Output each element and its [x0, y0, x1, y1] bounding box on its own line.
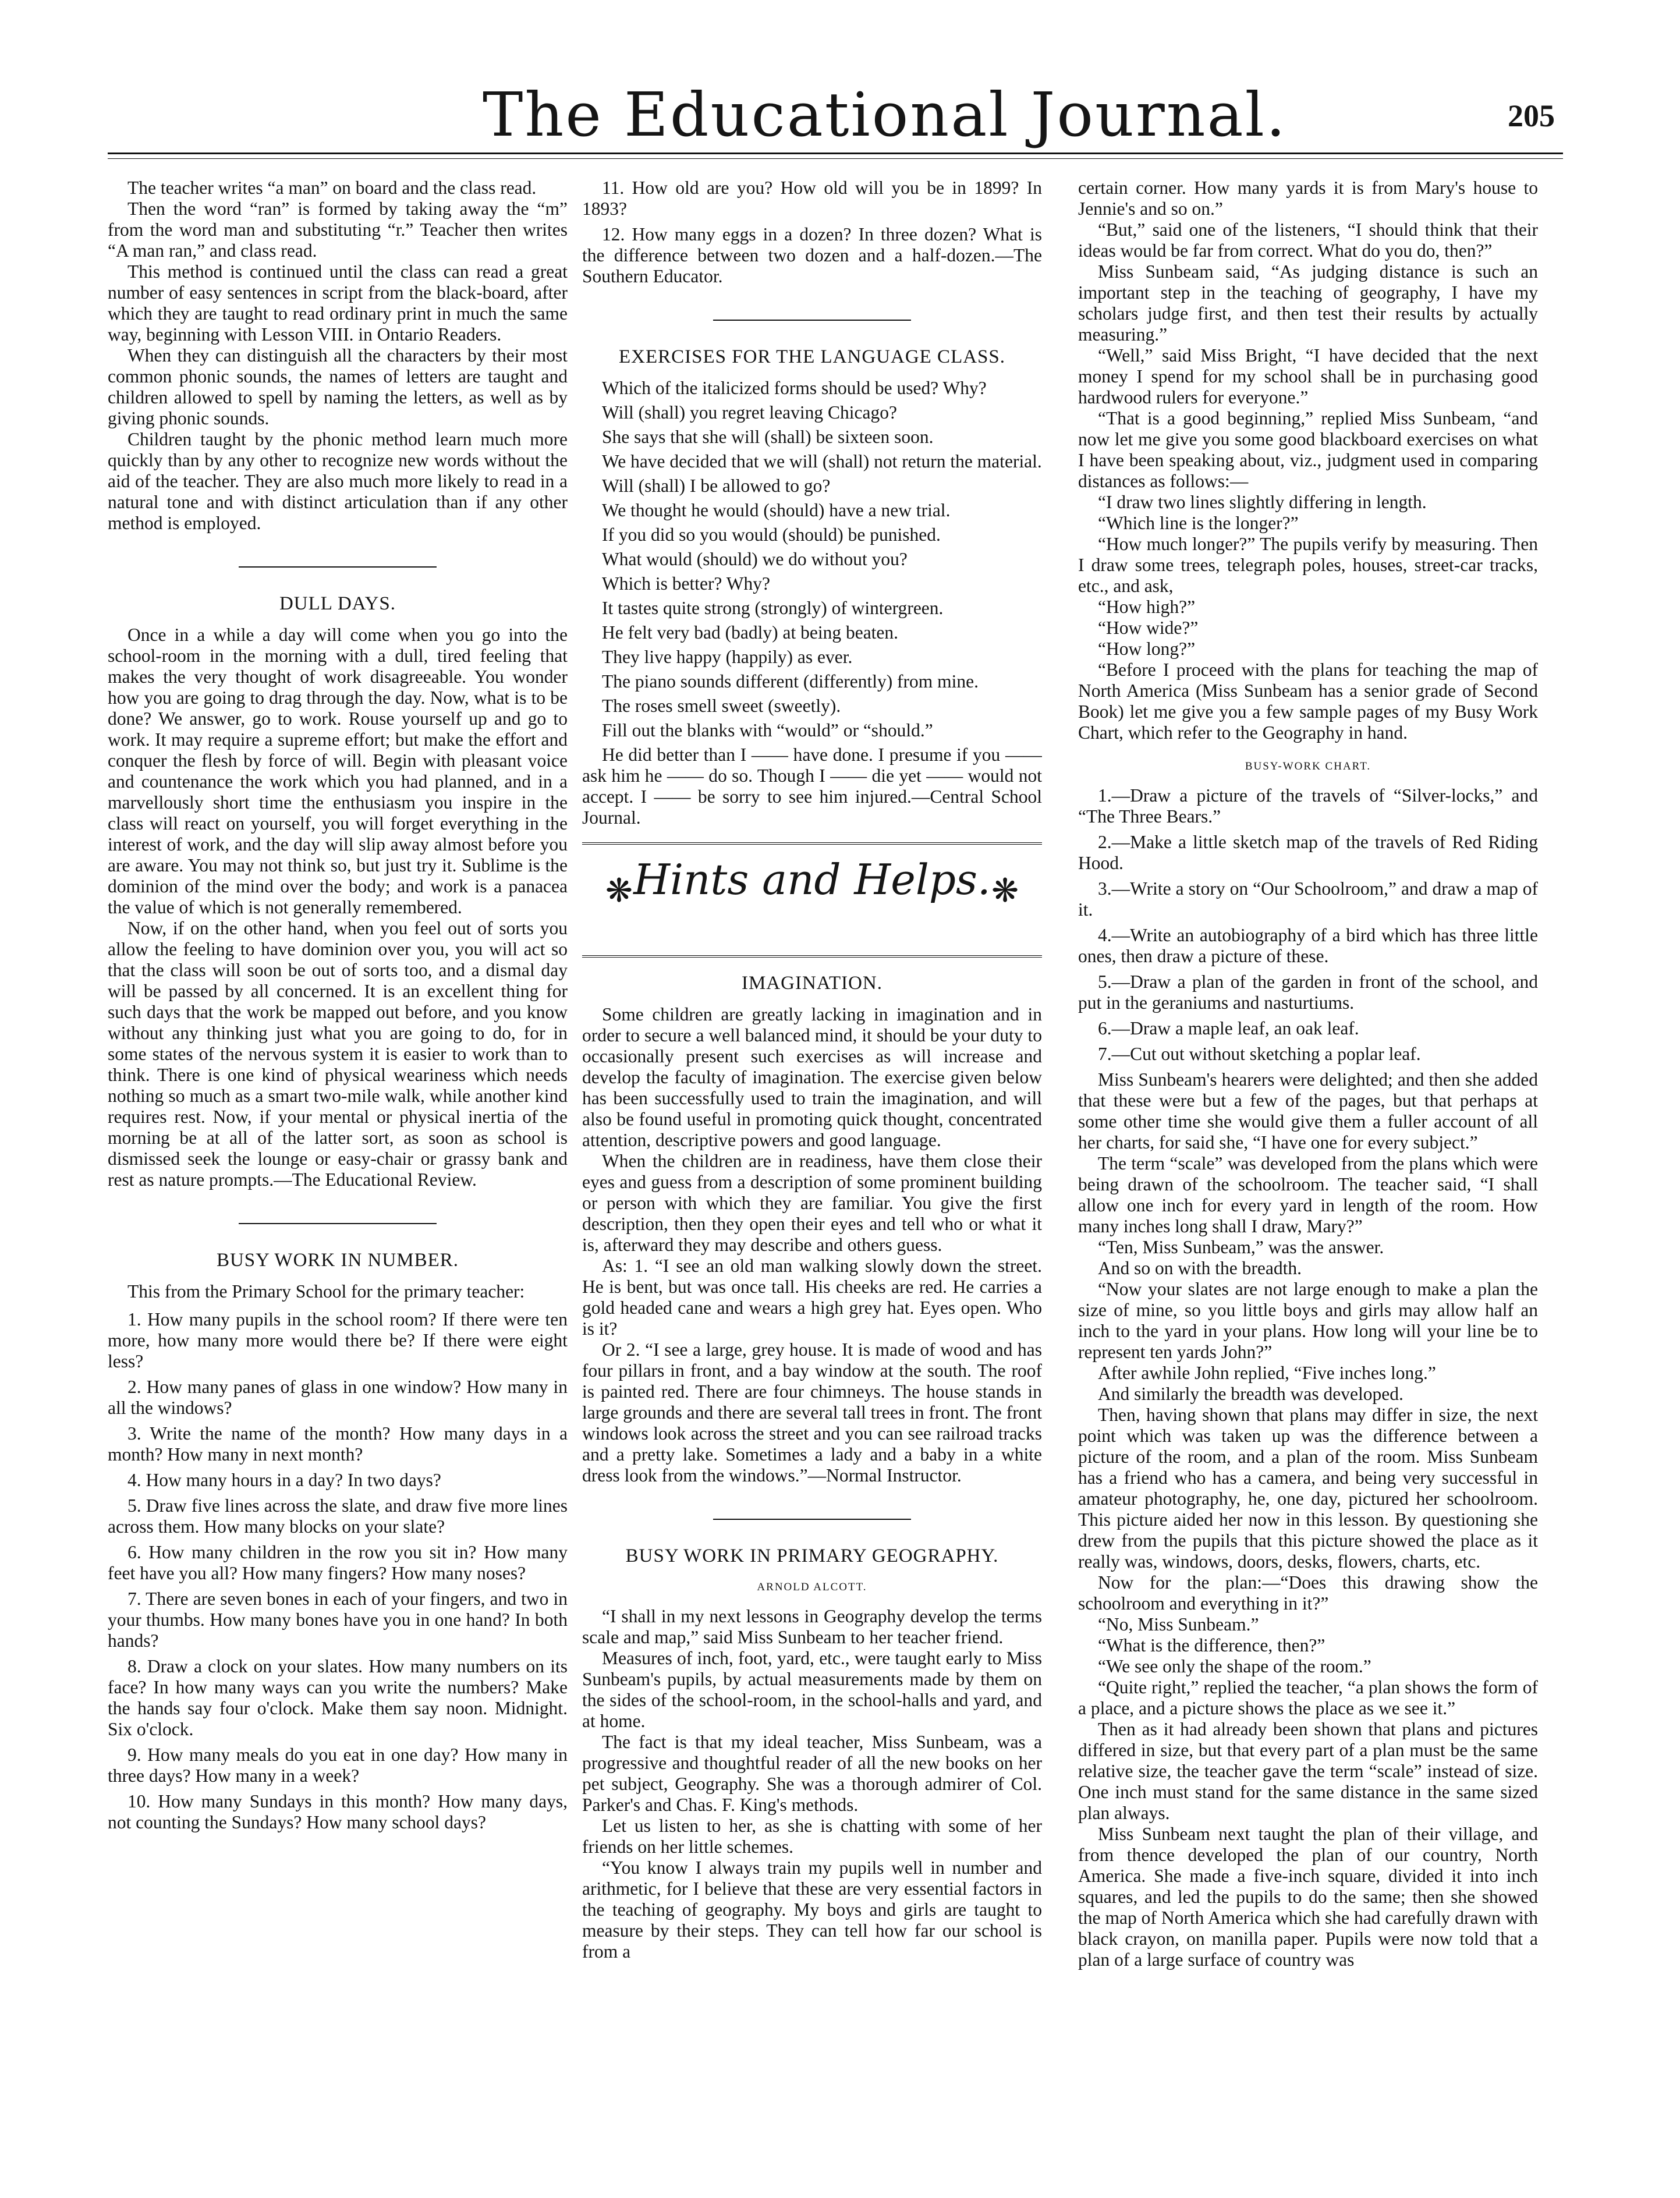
- paragraph: “I shall in my next lessons in Geography develop the terms scale and map,” said Miss Sunbeam to her teacher friend.: [582, 1606, 1042, 1647]
- list-item: 2. How many panes of glass in one window? How many in all the windows?: [108, 1377, 568, 1418]
- paragraph: Miss Sunbeam said, “As judging distance is such an important step in the teaching of geography, I have my scholars judge first, and then test their results by actually measuring.”: [1078, 261, 1538, 345]
- section-divider: [713, 320, 911, 321]
- exercise-line: The roses smell sweet (sweetly).: [602, 696, 841, 716]
- paragraph: Then, having shown that plans may differ in size, the next point which was taken up was the difference between a picture of the room, and a plan of the room. Miss Sunbeam has a friend who has a camera, and being very successful in amateur photography, he, one day, pictured her schoolroom. This picture aided her now in this lesson. By questioning she drew from the pupils that this picture showed the place as it really was, windows, doors, desks, flowers, charts, etc.: [1078, 1405, 1538, 1572]
- paragraph: And similarly the breadth was developed.: [1098, 1384, 1403, 1404]
- paragraph: This method is continued until the class can read a great number of easy sentences in script from the black-board, after which they are taught to read ordinary print in much the same way, beginning with Lesson VIII. in Ontario Readers.: [108, 261, 568, 345]
- list-item: 6.—Draw a maple leaf, an oak leaf.: [1098, 1018, 1359, 1038]
- list-item: 11. How old are you? How old will you be in 1899? In 1893?: [582, 178, 1042, 219]
- section-title-busy-number: BUSY WORK IN NUMBER.: [216, 1250, 459, 1271]
- list-item: 10. How many Sundays in this month? How many days, not counting the Sundays? How many school days?: [108, 1791, 568, 1832]
- exercise-line: They live happy (happily) as ever.: [602, 647, 853, 667]
- paragraph: Or 2. “I see a large, grey house. It is made of wood and has four pillars in front, and a bay window at the south. The roof is painted red. There are four chimneys. The house stands in large grounds and there are several tall trees in front. The front windows look across the street and you can see railroad tracks and a pretty lake. Sometimes a lady and a baby in a white dress look from the windows.”—Normal Instructor.: [582, 1339, 1042, 1486]
- header-rule-thin: [108, 158, 1563, 159]
- header-rule: [108, 153, 1563, 154]
- exercise-line: Will (shall) you regret leaving Chicago?: [602, 402, 897, 423]
- paragraph: When the children are in readiness, have them close their eyes and guess from a description of some prominent building or person with which they are familiar. You give the first description, then they open their eyes and tell who or what it is, afterward they may describe and others guess.: [582, 1151, 1042, 1255]
- list-item: 4. How many hours in a day? In two days?: [127, 1470, 441, 1490]
- exercise-line: Which of the italicized forms should be used? Why?: [602, 378, 987, 398]
- paragraph: This from the Primary School for the primary teacher:: [127, 1281, 525, 1302]
- list-item: 8. Draw a clock on your slates. How many numbers on its face? In how many ways can you write the numbers? Make the hands say four o'clock. Make them say noon. Midnight. Six o'clock.: [108, 1656, 568, 1739]
- column-right: [1078, 178, 1538, 2180]
- paragraph: “Before I proceed with the plans for teaching the map of North America (Miss Sunbeam has a senior grade of Second Book) let me give you a few sample pages of my Busy Work Chart, which refer to the Geography in hand.: [1078, 660, 1538, 743]
- paragraph: Children taught by the phonic method learn much more quickly than by any other to recognize new words without the aid of the teacher. They are also much more likely to read in a natural tone and with distinct articulation than if any other method is employed.: [108, 429, 568, 533]
- list-item: 1.—Draw a picture of the travels of “Silver-locks,” and “The Three Bears.”: [1078, 785, 1538, 827]
- paragraph: “We see only the shape of the room.”: [1098, 1656, 1371, 1676]
- paragraph: “Well,” said Miss Bright, “I have decided that the next money I spend for my school shall be in purchasing good hardwood rulers for everyone.”: [1078, 345, 1538, 407]
- list-item: 5. Draw five lines across the slate, and draw five more lines across them. How many blocks on your slate?: [108, 1495, 568, 1537]
- list-item: 3.—Write a story on “Our Schoolroom,” and draw a map of it.: [1078, 878, 1538, 920]
- paragraph: “Now your slates are not large enough to make a plan the size of mine, so you little boys and girls may allow half an inch to the yard in your plans. How long will your line be to represent ten yards John?”: [1078, 1279, 1538, 1362]
- paragraph: “Quite right,” replied the teacher, “a plan shows the form of a place, and a picture shows the place as we see it.”: [1078, 1677, 1538, 1718]
- paragraph: “You know I always train my pupils well in number and arithmetic, for I believe that these are very essential factors in the teaching of geography. My boys and girls are taught to measure by their steps. They can tell how far our school is from a: [582, 1857, 1042, 1962]
- paragraph: “Ten, Miss Sunbeam,” was the answer.: [1098, 1237, 1384, 1257]
- paragraph: “What is the difference, then?”: [1098, 1635, 1325, 1655]
- paragraph: Once in a while a day will come when you go into the school-room in the morning with a dull, tired feeling that makes the very thought of work disagreeable. You wonder how you are going to drag through the day. Now, what is to be done? We answer, go to work. Rouse yourself up and go to work. It may require a supreme effort; but make the effort and conquer the flesh by force of will. Begin with pleasant voice and countenance the work which you had planned, and in a marvellously short time the enthusiasm you inspire in the class will react on yourself, you will forget everything in the interest of work, and the day will slip away almost before you are aware. You may not think so, but just try it. Sublime is the dominion of the mind over the body; and work is a panacea the value of which is not generally remembered.: [108, 625, 568, 917]
- exercise-line: Fill out the blanks with “would” or “should.”: [602, 720, 933, 740]
- paragraph: “How long?”: [1098, 639, 1196, 659]
- exercise-line: She says that she will (shall) be sixteen soon.: [602, 427, 934, 447]
- paragraph: The teacher writes “a man” on board and the class read.: [127, 178, 537, 198]
- list-item: 3. Write the name of the month? How many days in a month? How many in next month?: [108, 1423, 568, 1465]
- paragraph: “No, Miss Sunbeam.”: [1098, 1614, 1259, 1635]
- exercise-line: If you did so you would (should) be punished.: [602, 524, 941, 545]
- paragraph: “I draw two lines slightly differing in length.: [1098, 492, 1427, 512]
- list-item: 12. How many eggs in a dozen? In three dozen? What is the difference between two dozen and a half-dozen.—The Southern Educator.: [582, 224, 1042, 286]
- banner-title: Hints and Helps.: [633, 855, 991, 904]
- exercise-line: The piano sounds different (differently) from mine.: [602, 671, 979, 692]
- page-number: 205: [1508, 98, 1555, 133]
- number-questions-continued: [582, 178, 1042, 287]
- paragraph: As: 1. “I see an old man walking slowly down the street. He is bent, but was once tall. His cheeks are red. He carries a gold headed cane and wears a high grey hat. Eyes open. Who is it?: [582, 1256, 1042, 1339]
- list-item: 5.—Draw a plan of the garden in front of the school, and put in the geraniums and nasturtiums.: [1078, 972, 1538, 1013]
- paragraph: The term “scale” was developed from the plans which were being drawn of the schoolroom. The teacher said, “I shall allow one inch for every yard in length of the room. How many inches long shall I draw, Mary?”: [1078, 1153, 1538, 1236]
- section-title-imagination: IMAGINATION.: [741, 973, 883, 994]
- section-title-exercises: EXERCISES FOR THE LANGUAGE CLASS.: [618, 346, 1006, 367]
- exercise-line: Which is better? Why?: [602, 573, 770, 594]
- hints-and-helps-banner: [582, 842, 1042, 958]
- paragraph: certain corner. How many yards it is from Mary's house to Jennie's and so on.”: [1078, 178, 1538, 219]
- chart-title: BUSY-WORK CHART.: [1245, 760, 1371, 772]
- paragraph: Miss Sunbeam's hearers were delighted; and then she added that these were but a few of the pages, but that perhaps at some other time she would give them a fuller account of all her charts, for said she, “I have one for every subject.”: [1078, 1069, 1538, 1153]
- paragraph: “That is a good beginning,” replied Miss Sunbeam, “and now let me give you some good blackboard exercises on what I have been speaking about, viz., judgment used in comparing distances as follows:—: [1078, 408, 1538, 491]
- exercise-line: He did better than I —— have done. I presume if you —— ask him he —— do so. Though I —— die yet —— would not accept. I —— be sorry to see him injured.—Central School Journal.: [582, 745, 1042, 828]
- paragraph: Then as it had already been shown that plans and pictures differed in size, but that every part of a plan must be the same relative size, the teacher gave the term “scale” instead of size. One inch must stand for the same distance in the same sized plan always.: [1078, 1719, 1538, 1823]
- column-left: [108, 178, 568, 2180]
- flower-ornament-icon: ❋: [991, 873, 1019, 909]
- paragraph: “How much longer?” The pupils verify by measuring. Then I draw some trees, telegraph poles, houses, street-car tracks, etc., and ask,: [1078, 534, 1538, 596]
- paragraph: And so on with the breadth.: [1098, 1258, 1302, 1278]
- section-divider: [239, 1223, 437, 1224]
- list-item: 7.—Cut out without sketching a poplar leaf.: [1098, 1044, 1421, 1064]
- paragraph: “How high?”: [1098, 597, 1196, 617]
- paragraph: Now, if on the other hand, when you feel out of sorts you allow the feeling to have dominion over you, you will act so that the class will soon be out of sorts too, and a dismal day will be passed by all concerned. It is an excellent thing for such days that the work be mapped out before, and you know without any thinking just what you are going to do, for in some states of the nervous system it is easier to work than to think. There is one kind of physical weariness which needs nothing so much as a smart two-mile walk, while another kind requires rest. Now, if your mental or physical inertia of the morning be at all of the latter sort, as soon as school is dismissed seek the lounge or easy-chair or grassy bank and rest as nature prompts.—The Educational Review.: [108, 918, 568, 1190]
- exercise-line: We have decided that we will (shall) not return the material.: [602, 451, 1042, 471]
- paragraph: Some children are greatly lacking in imagination and in order to secure a well balanced mind, it should be your duty to occasionally present such exercises as will increase and develop the faculty of imagination. The exercise given below has been successfully used to train the imagination, and will also be found useful in promoting quick thought, concentrated attention, descriptive powers and good language.: [582, 1004, 1042, 1150]
- exercise-line: He felt very bad (badly) at being beaten.: [602, 622, 899, 643]
- list-item: 4.—Write an autobiography of a bird which has three little ones, then draw a picture of these.: [1078, 925, 1538, 966]
- list-item: 7. There are seven bones in each of your fingers, and two in your thumbs. How many bones have you in one hand? In both hands?: [108, 1589, 568, 1651]
- paragraph: Then the word “ran” is formed by taking away the “m” from the word man and substituting “r.” Teacher then writes “A man ran,” and class read.: [108, 198, 568, 261]
- exercise-line: We thought he would (should) have a new trial.: [602, 500, 951, 520]
- busy-work-chart-list: [1078, 785, 1538, 1065]
- section-title-geography: BUSY WORK IN PRIMARY GEOGRAPHY.: [625, 1545, 999, 1566]
- list-item: 1. How many pupils in the school room? If there were ten more, how many more would there be? If there were eight less?: [108, 1309, 568, 1371]
- exercise-line: Will (shall) I be allowed to go?: [602, 476, 831, 496]
- exercise-line: It tastes quite strong (strongly) of wintergreen.: [602, 598, 944, 618]
- paragraph: “Which line is the longer?”: [1098, 513, 1299, 533]
- exercise-line: What would (should) we do without you?: [602, 549, 908, 569]
- paragraph: “How wide?”: [1098, 618, 1199, 638]
- masthead: The Educational Journal.: [483, 79, 1287, 150]
- paragraph: After awhile John replied, “Five inches long.”: [1098, 1363, 1436, 1383]
- paragraph: When they can distinguish all the characters by their most common phonic sounds, the names of letters are taught and children allowed to spell by naming the letters, as well as by giving phonic sounds.: [108, 345, 568, 428]
- paragraph: “But,” said one of the listeners, “I should think that their ideas would be far from correct. What do you do, then?”: [1078, 219, 1538, 261]
- exercise-list: [582, 378, 1042, 828]
- section-divider: [239, 566, 437, 568]
- column-middle: [582, 178, 1042, 2180]
- flower-ornament-icon: ❋: [605, 873, 633, 909]
- list-item: 6. How many children in the row you sit in? How many feet have you all? How many fingers? How many noses?: [108, 1542, 568, 1583]
- list-item: 9. How many meals do you eat in one day? How many in three days? How many in a week?: [108, 1745, 568, 1786]
- section-title-dull-days: DULL DAYS.: [279, 593, 396, 614]
- paragraph: Measures of inch, foot, yard, etc., were taught early to Miss Sunbeam's pupils, by actual measurements made by them on the sides of the school-room, in the school-halls and yard, and at home.: [582, 1648, 1042, 1731]
- paragraph: Miss Sunbeam next taught the plan of their village, and from thence developed the plan of our country, North America. She made a five-inch square, divided it into inch squares, and led the pupils to do the same; then she showed the map of North America which she had carefully drawn with black crayon, on manilla paper. Pupils were now told that a plan of a large surface of country was: [1078, 1824, 1538, 1970]
- paragraph: Let us listen to her, as she is chatting with some of her friends on her little schemes.: [582, 1816, 1042, 1857]
- section-divider: [713, 1519, 911, 1520]
- author-byline: ARNOLD ALCOTT.: [757, 1581, 867, 1593]
- paragraph: The fact is that my ideal teacher, Miss Sunbeam, was a progressive and thoughtful reader of all the new books on her pet subject, Geography. She was a thorough admirer of Col. Parker's and Chas. F. King's methods.: [582, 1732, 1042, 1815]
- number-questions-list: [108, 1309, 568, 1833]
- paragraph: Now for the plan:—“Does this drawing show the schoolroom and everything in it?”: [1078, 1572, 1538, 1614]
- list-item: 2.—Make a little sketch map of the travels of Red Riding Hood.: [1078, 832, 1538, 873]
